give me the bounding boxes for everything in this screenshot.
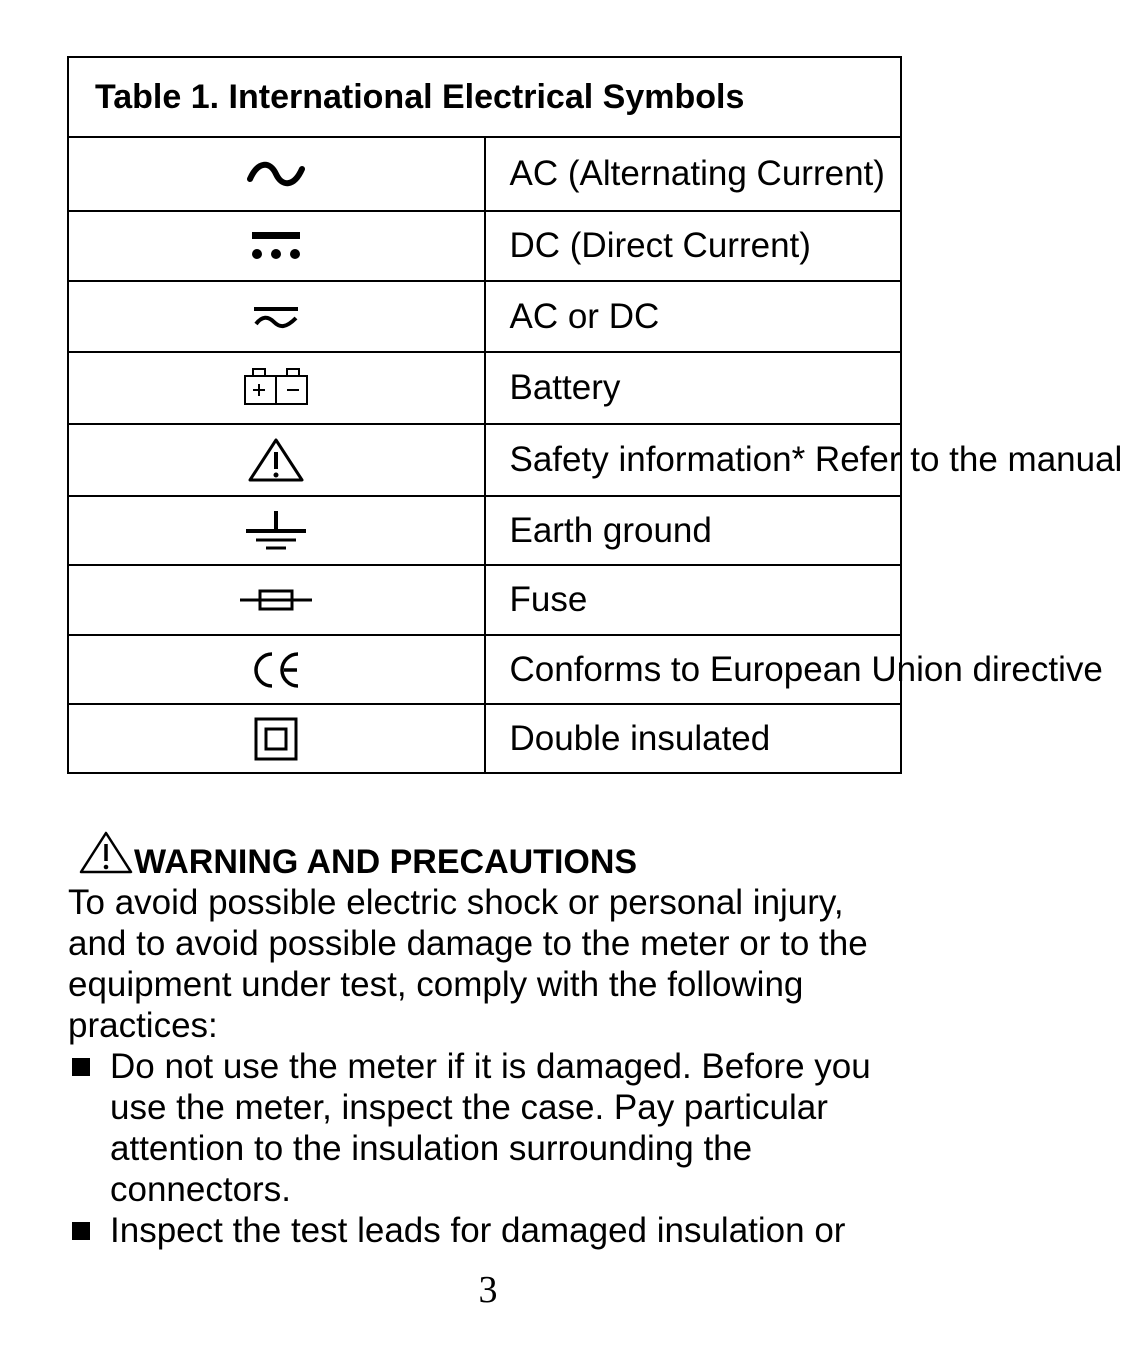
symbol-description: Safety information* Refer to the manual [485,424,902,496]
battery-icon [68,352,485,424]
symbol-description: AC (Alternating Current) [485,137,902,211]
page-number: 3 [478,1269,498,1311]
ac-or-dc-icon [68,281,485,352]
earth-ground-icon [68,496,485,565]
list-item-text: Do not use the meter if it is damaged. Before you use the meter, inspect the case. Pay particular attention to the insulation surrounding the connectors. [110,1047,871,1209]
symbol-description: Double insulated [485,704,902,773]
warning-heading-text: WARNING AND PRECAUTIONS [134,843,638,881]
warning-triangle-icon [78,830,134,876]
fuse-icon [68,565,485,635]
list-item [68,1210,918,1251]
table-row [68,211,901,281]
table-row [68,565,901,635]
symbol-description: Fuse [485,565,902,635]
precaution-list [68,1046,918,1251]
ce-mark-icon [68,635,485,704]
warning-heading [78,830,918,882]
ac-sine-icon [68,137,485,211]
warning-triangle-icon [68,424,485,496]
symbol-description: AC or DC [485,281,902,352]
electrical-symbols-table [67,56,1122,774]
warning-intro: To avoid possible electric shock or personal injury, and to avoid possible damage to the meter or to the equipment under test, comply with the following practices: [68,883,868,1045]
table-row [68,281,901,352]
list-item [68,1046,918,1210]
symbol-description: Conforms to European Union directive [485,635,902,704]
list-item-text: Inspect the test leads for damaged insulation or [110,1211,846,1250]
dc-icon [68,211,485,281]
square-bullet-icon [72,1058,90,1076]
table-row [68,704,901,773]
symbol-description: Earth ground [485,496,902,565]
table-row [68,635,901,704]
double-insulated-icon [68,704,485,773]
square-bullet-icon [72,1222,90,1240]
warning-section [68,830,918,1251]
table-row [68,424,901,496]
symbol-description: DC (Direct Current) [485,211,902,281]
table-row [68,496,901,565]
table-row [68,352,901,424]
table-row [68,137,901,211]
table-title-row [68,57,901,137]
table-title: Table 1. International Electrical Symbols [68,57,901,137]
symbol-description: Battery [485,352,902,424]
